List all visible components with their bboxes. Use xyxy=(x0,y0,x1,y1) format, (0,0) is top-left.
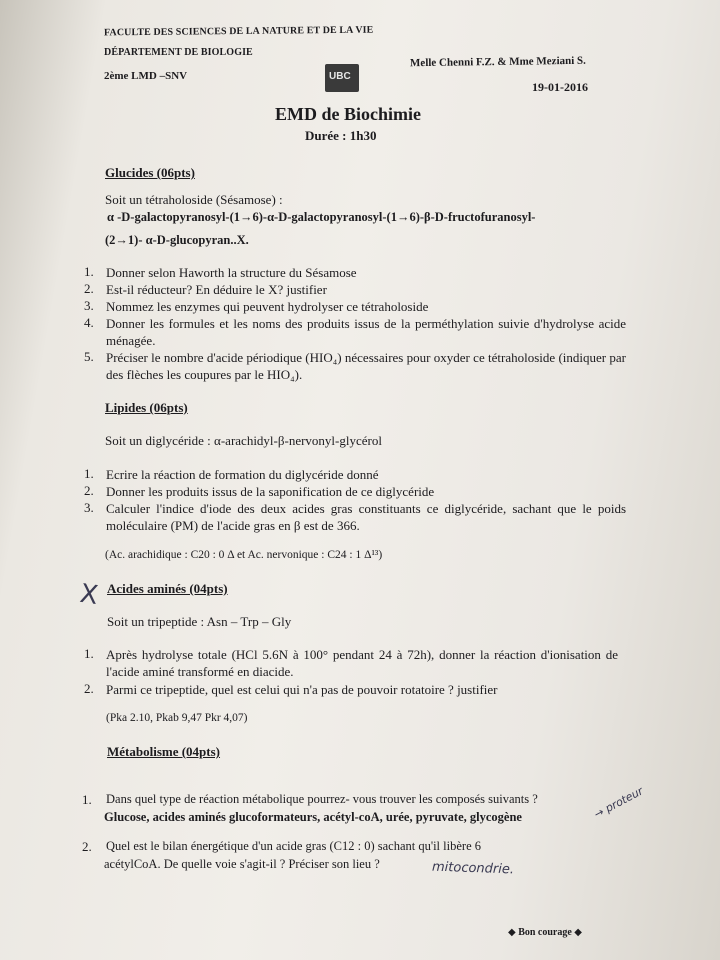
section-heading-metabolisme: Métabolisme (04pts) xyxy=(107,744,221,759)
section-heading-acides-amines: Acides aminés (04pts) xyxy=(107,581,228,596)
sesamose-formula-line2: (2→1)- α-D-glucopyran..X. xyxy=(105,233,249,247)
question-number: 1. xyxy=(84,264,94,279)
acides-question: Parmi ce tripeptide, quel est celui qui n'a pas de pouvoir rotatoire ? justifier xyxy=(106,682,498,697)
footer-good-luck: ◆ Bon courage ◆ xyxy=(508,927,582,938)
lipides-question: Calculer l'indice d'iode des deux acides gras constituants ce diglycéride, sachant que le poids moléculaire (PM) de l'acide gras en β est de 366. xyxy=(106,501,626,533)
question-number: 2. xyxy=(82,839,92,854)
question-number: 2. xyxy=(84,483,94,498)
lipides-note: (Ac. arachidique : C20 : 0 Δ et Ac. nervonique : C24 : 1 Δ¹³) xyxy=(105,549,383,561)
question-number: 5. xyxy=(84,349,94,364)
handwritten-annotation-1: → proteur xyxy=(591,784,646,821)
lipides-intro: Soit un diglycéride : α-arachidyl-β-nervonyl-glycérol xyxy=(105,433,382,448)
section-heading-lipides: Lipides (06pts) xyxy=(105,400,188,415)
question-number: 3. xyxy=(84,500,94,515)
acides-note: (Pka 2.10, Pkab 9,47 Pkr 4,07) xyxy=(106,712,248,724)
sesamose-formula-line1: α -D-galactopyranosyl-(1→6)-α-D-galactopyranosyl-(1→6)-β-D-fructofuranosyl- xyxy=(107,210,536,224)
question-number: 1. xyxy=(84,466,94,481)
metabolisme-question-2-line1: Quel est le bilan énergétique d'un acide gras (C12 : 0) sachant qu'il libère 6 xyxy=(106,839,481,853)
glucides-question: Donner les formules et les noms des produits issus de la perméthylation suivie d'hydrolyse acide ménagée. xyxy=(106,316,626,348)
question-number: 1. xyxy=(84,646,94,661)
question-number: 3. xyxy=(84,298,94,313)
question-number: 2. xyxy=(84,681,94,696)
lipides-question: Donner les produits issus de la saponification de ce diglycéride xyxy=(106,484,435,499)
acides-question: Après hydrolyse totale (HCl 5.6N à 100° pendant 24 à 72h), donner la réaction d'ionisation de l'acide aminé transformé en diacide. xyxy=(106,647,618,679)
exam-duration: Durée : 1h30 xyxy=(305,128,377,143)
university-logo: UBC xyxy=(325,64,359,92)
level-label: 2ème LMD –SNV xyxy=(104,70,188,82)
page-title: EMD de Biochimie xyxy=(275,104,421,124)
glucides-question: Préciser le nombre d'acide périodique (HIO₄) nécessaires pour oxyder ce tétraholoside (indiquer par des flèches les coupures par le HIO₄). xyxy=(106,350,626,382)
question-number: 1. xyxy=(82,792,92,807)
acides-intro: Soit un tripeptide : Asn – Trp – Gly xyxy=(107,614,292,629)
glucides-question: Est-il réducteur? En déduire le X? justifier xyxy=(106,282,327,297)
faculty-name: FACULTE DES SCIENCES DE LA NATURE ET DE LA VIE xyxy=(103,24,374,39)
question-number: 2. xyxy=(84,281,94,296)
section-heading-glucides: Glucides (06pts) xyxy=(105,165,195,180)
glucides-question: Donner selon Haworth la structure du Sésamose xyxy=(106,265,357,280)
metabolisme-question-2-line2: acétylCoA. De quelle voie s'agit-il ? Préciser son lieu ? xyxy=(104,857,380,871)
metabolisme-question-1-line1: Dans quel type de réaction métabolique pourrez- vous trouver les composés suivants ? xyxy=(106,792,538,806)
question-number: 4. xyxy=(84,315,94,330)
lipides-question: Ecrire la réaction de formation du diglycéride donné xyxy=(106,467,379,482)
teachers-names: Melle Chenni F.Z. & Mme Meziani S. xyxy=(409,54,586,70)
exam-date: 19-01-2016 xyxy=(532,80,588,94)
glucides-intro: Soit un tétraholoside (Sésamose) : xyxy=(105,192,283,207)
glucides-question: Nommez les enzymes qui peuvent hydrolyser ce tétraholoside xyxy=(106,299,429,314)
handwritten-x-mark: X xyxy=(77,578,100,612)
handwritten-annotation-2: mitocondrie. xyxy=(431,859,515,878)
metabolisme-question-1-compounds: Glucose, acides aminés glucoformateurs, acétyl-coA, urée, pyruvate, glycogène xyxy=(104,810,522,824)
department-name: DÉPARTEMENT DE BIOLOGIE xyxy=(104,47,253,58)
